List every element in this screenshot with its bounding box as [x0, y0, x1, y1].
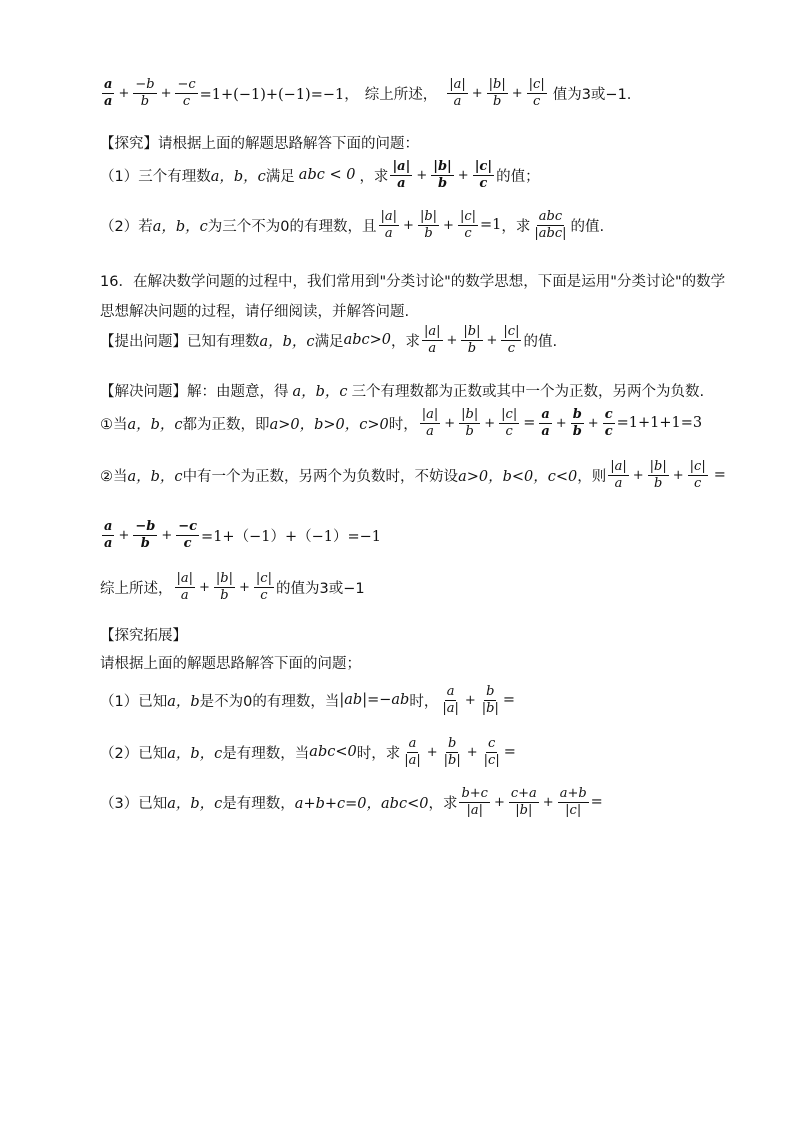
fraction: $\frac{-b}{b}$: [135, 77, 155, 109]
fraction: $\frac{|c|}{c}$: [689, 459, 706, 491]
fraction: $\frac{-c}{c}$: [178, 519, 198, 551]
fraction: $\frac{|a|}{a}$: [610, 459, 627, 491]
fraction: $\frac{a}{|a|}$: [442, 684, 459, 716]
fraction: $\frac{\text{abc}}{\text{|abc|}}$: [534, 209, 567, 241]
fraction: $\frac{|b|}{b}$: [215, 571, 234, 603]
fraction: $\frac{c}{c}$: [604, 407, 613, 439]
case-2-continued: $\frac{a}{a}$ + $\frac{-b}{b}$ + $\frac{-c}{c}$ =1+（−1）+（−1）=−1: [104, 519, 381, 551]
fraction: $\frac{|c|}{c}$: [501, 407, 518, 439]
fraction: $\frac{|c|}{c}$: [474, 159, 493, 191]
fraction: $\frac{|c|}{c}$: [503, 324, 520, 356]
fraction: $\frac{b+c}{|a|}$: [461, 786, 488, 818]
fraction: $\frac{a+b}{|c|}$: [559, 786, 587, 818]
problem-16-line-1: 16．在解决数学问题的过程中，我们常用到"分类讨论"的数学思想，下面是运用"分类讨论"的数学: [100, 274, 726, 290]
raise-problem: 【提出问题】已知有理数 a，b，c 满足 abc>0 ，求 $\frac{|a|}{a}$ + $\frac{|b|}{b}$ + $\frac{|c|}{c}$ 的值.: [100, 324, 558, 356]
fraction: $\frac{|a|}{a}$: [449, 77, 466, 109]
question-1: （1）三个有理数 a，b，c 满足 abc < 0 ，求 $\frac{|a|}{a}$ + $\frac{|b|}{b}$ + $\frac{|c|}{c}$ 的值；: [100, 159, 540, 191]
fraction: $\frac{|c|}{c}$: [255, 571, 272, 603]
fraction: $\frac{|b|}{b}$: [419, 209, 438, 241]
expand-question-3: （3）已知 a，b，c 是有理数， a+b+c=0，abc<0 ，求 $\frac{b+c}{|a|}$ + $\frac{c+a}{|b|}$ + $\frac{a+b}{|c|}$ =: [100, 786, 603, 818]
problem-16-line-2: 思想解决问题的过程，请仔细阅读，并解答问题.: [100, 304, 410, 320]
fraction: $\frac{|a|}{a}$: [421, 407, 439, 439]
fraction: $\frac{c}{|c|}$: [483, 736, 500, 768]
fraction: $\frac{|a|}{a}$: [392, 159, 411, 191]
fraction: $\frac{b}{b}$: [572, 407, 582, 439]
summary-text: 综上所述，: [364, 86, 438, 103]
fraction: $\frac{a}{a}$: [541, 407, 550, 439]
fraction: $\frac{|c|}{c}$: [528, 77, 545, 109]
expand-header: 【探究拓展】: [100, 628, 187, 644]
fraction: $\frac{-c}{c}$: [177, 77, 196, 109]
fraction: $\frac{|b|}{b}$: [649, 459, 667, 491]
explore-header: 【探究】请根据上面的解题思路解答下面的问题：: [100, 136, 419, 152]
continuation-line: $\frac{a}{a}$ + $\frac{-b}{b}$ + $\frac{-c}{c}$ =1+(−1)+(−1)=−1， 综上所述， $\frac{|a|}{a}$ + $\frac{|b|}{b}$ + $\frac{|c|}{c}$ 值为3或−1.: [104, 77, 632, 109]
condition: abc < 0: [298, 167, 356, 184]
value-text: 值为3或−1.: [552, 86, 632, 103]
equation-result: =1+(−1)+(−1)=−1，: [199, 86, 359, 103]
fraction: $\frac{a}{|a|}$: [404, 736, 421, 768]
fraction: $\frac{b}{|b|}$: [443, 736, 461, 768]
fraction: $\frac{|a|}{a}$: [424, 324, 441, 356]
fraction: $\frac{|b|}{b}$: [463, 324, 481, 356]
fraction: $\frac{-b}{b}$: [135, 519, 156, 551]
summary: 综上所述， $\frac{|a|}{a}$ + $\frac{|b|}{b}$ + $\frac{|c|}{c}$ 的值为3或−1: [100, 571, 365, 603]
fraction: $\frac{a}{a}$: [104, 77, 113, 109]
fraction: $\frac{|a|}{a}$: [380, 209, 398, 241]
fraction: $\frac{|b|}{b}$: [488, 77, 506, 109]
fraction: $\frac{|a|}{a}$: [176, 571, 194, 603]
question-2: （2）若 a，b，c 为三个不为0的有理数，且 $\frac{|a|}{a}$ + $\frac{|b|}{b}$ + $\frac{|c|}{c}$ =1 ，求 $\frac{\text{abc}}{\text{|abc|}}$ 的值.: [100, 209, 605, 241]
fraction: $\frac{b}{|b|}$: [481, 684, 499, 716]
case-1: ①当 a，b，c 都为正数，即 a>0，b>0，c>0 时， $\frac{|a|}{a}$ + $\frac{|b|}{b}$ + $\frac{|c|}{c}$ = $\frac{a}{a}$ + $\frac{b}{b}$ + $\frac{c}{c}$ =1+1+1=3: [100, 407, 703, 439]
expand-question-1: （1）已知 a，b 是不为0的有理数，当 |ab|=−ab 时， $\frac{a}{|a|}$ + $\frac{b}{|b|}$ =: [100, 684, 516, 716]
fraction: $\frac{|b|}{b}$: [433, 159, 452, 191]
case-2: ②当 a，b，c 中有一个为正数，另两个为负数时，不妨设 a>0，b<0，c<0 ，则 $\frac{|a|}{a}$ + $\frac{|b|}{b}$ + $\frac{|c|}{c}$ =: [100, 459, 726, 491]
fraction: $\frac{|c|}{c}$: [459, 209, 476, 241]
fraction: $\frac{|b|}{b}$: [461, 407, 479, 439]
solve-problem: 【解决问题】解：由题意，得 a，b，c 三个有理数都为正数或其中一个为正数，另两个为负数.: [100, 384, 705, 400]
fraction: $\frac{c+a}{|b|}$: [510, 786, 537, 818]
expand-intro: 请根据上面的解题思路解答下面的问题；: [100, 656, 361, 672]
expand-question-2: （2）已知 a，b，c 是有理数，当 abc<0 时，求 $\frac{a}{|a|}$ + $\frac{b}{|b|}$ + $\frac{c}{|c|}$ =: [100, 736, 516, 768]
fraction: $\frac{a}{a}$: [104, 519, 113, 551]
